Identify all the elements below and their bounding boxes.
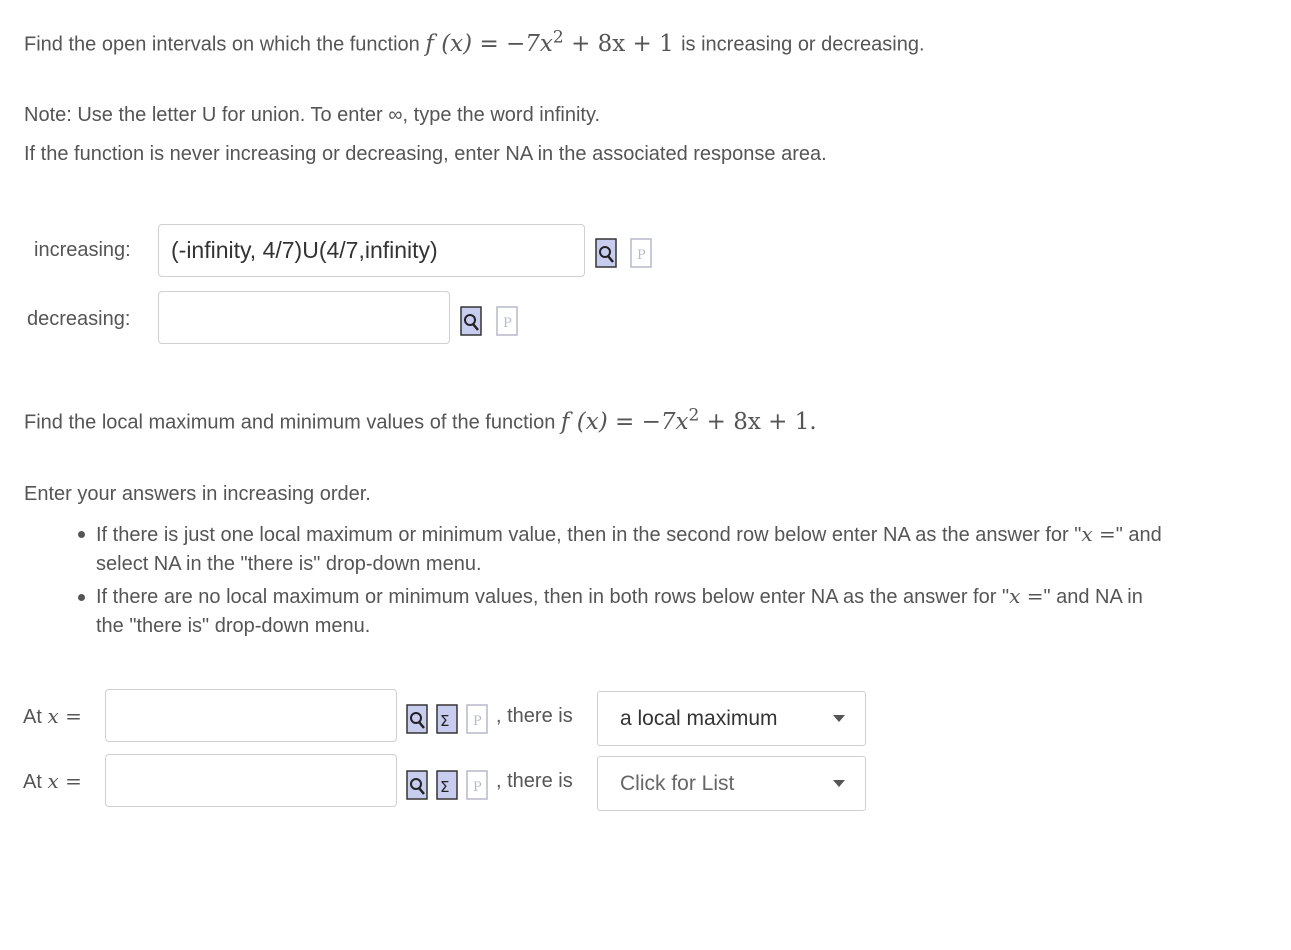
- svg-text:Σ: Σ: [440, 712, 450, 730]
- equation-editor-icon[interactable]: [436, 704, 458, 734]
- svg-text:P: P: [503, 316, 512, 331]
- order-note: Enter your answers in increasing order.: [24, 483, 371, 505]
- chevron-down-icon: [833, 715, 845, 722]
- help-p-icon[interactable]: [466, 704, 488, 734]
- function-expression: f $(x) = -7x^2 + 8x + 1$: [425, 27, 674, 57]
- row1-label: At x =: [23, 704, 82, 728]
- svg-text:P: P: [473, 780, 482, 795]
- preview-icon[interactable]: [406, 704, 428, 734]
- bullet-dot: [78, 531, 85, 538]
- question1-suffix: is increasing or decreasing.: [681, 33, 925, 56]
- bullet2-line2: the "there is" drop-down menu.: [96, 615, 371, 637]
- chevron-down-icon: [833, 780, 845, 787]
- row2-label: At x =: [23, 769, 82, 793]
- preview-icon[interactable]: [460, 306, 482, 336]
- increasing-input[interactable]: (-infinity, 4/7)U(4/7,infinity): [158, 224, 585, 277]
- help-p-icon[interactable]: [496, 306, 518, 336]
- union-note: Note: Use the letter U for union. To enter ∞, type the word infinity.: [24, 104, 601, 126]
- equation-editor-icon[interactable]: [436, 770, 458, 800]
- preview-icon[interactable]: [406, 770, 428, 800]
- row1-x-input[interactable]: [105, 689, 397, 742]
- bullet2-line1: If there are no local maximum or minimum values, then in both rows below enter NA as the answer for "x =" and NA in: [96, 584, 1143, 608]
- help-p-icon[interactable]: [466, 770, 488, 800]
- decreasing-label: decreasing:: [27, 308, 131, 330]
- function-expression: f $(x) = -7x^2 + 8x + 1$.: [560, 405, 817, 435]
- bullet1-line2: select NA in the "there is" drop-down menu.: [96, 553, 482, 575]
- increasing-label: increasing:: [34, 239, 131, 261]
- question1-prefix: Find the open intervals on which the function: [24, 33, 420, 56]
- bullet-dot: [78, 594, 85, 601]
- na-instruction: If the function is never increasing or decreasing, enter NA in the associated response area.: [24, 143, 827, 165]
- svg-text:Σ: Σ: [440, 778, 450, 796]
- question2-prompt: [24, 405, 817, 435]
- svg-text:P: P: [637, 248, 646, 263]
- row2-x-input[interactable]: [105, 754, 397, 807]
- question2-prefix: Find the local maximum and minimum values of the function: [24, 411, 556, 434]
- row1-there-is-select[interactable]: a local maximum: [597, 691, 866, 746]
- preview-icon[interactable]: [595, 238, 617, 268]
- row1-there-is: , there is: [496, 705, 573, 727]
- svg-text:P: P: [473, 714, 482, 729]
- row2-there-is: , there is: [496, 770, 573, 792]
- question1-prompt: [24, 27, 925, 57]
- bullet1-line1: If there is just one local maximum or minimum value, then in the second row below enter NA as the answer for "x =" and: [96, 522, 1162, 546]
- decreasing-input[interactable]: [158, 291, 450, 344]
- row2-there-is-select[interactable]: Click for List: [597, 756, 866, 811]
- help-p-icon[interactable]: [630, 238, 652, 268]
